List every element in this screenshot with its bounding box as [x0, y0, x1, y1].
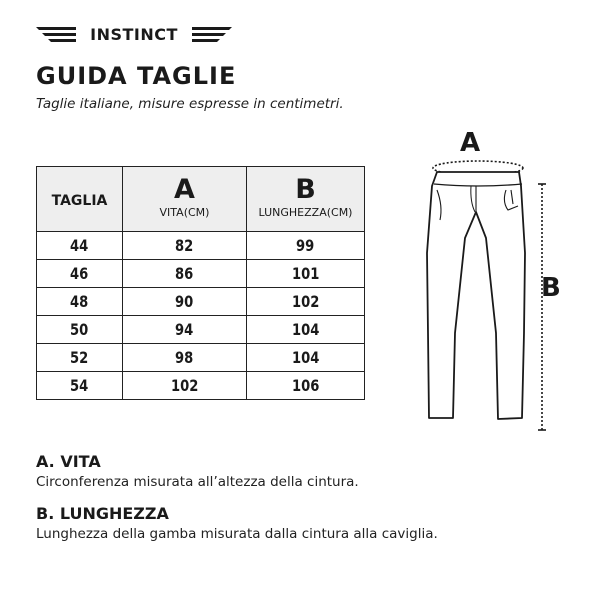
cell-waist: 94 — [123, 316, 247, 344]
header-length — [247, 167, 365, 232]
table-row — [37, 372, 365, 400]
marker-a: A — [460, 128, 481, 158]
left-wing-icon — [36, 27, 76, 43]
legend-waist-title: A. VITA — [36, 452, 101, 471]
brand-logo — [36, 24, 232, 46]
cell-size: 44 — [37, 232, 123, 260]
cell-length: 102 — [247, 288, 365, 316]
cell-size: 46 — [37, 260, 123, 288]
cell-waist: 102 — [123, 372, 247, 400]
table-row — [37, 288, 365, 316]
marker-b: B — [541, 273, 561, 303]
header-waist-label: VITA(CM) — [159, 206, 210, 219]
legend-waist-text: Circonferenza misurata all’altezza della cintura. — [36, 474, 359, 490]
table-row — [37, 232, 365, 260]
brand-name: INSTINCT — [90, 25, 178, 44]
header-size — [37, 167, 123, 232]
cell-length: 104 — [247, 344, 365, 372]
header-size-label: TAGLIA — [51, 192, 108, 209]
cell-length: 101 — [247, 260, 365, 288]
cell-waist: 98 — [123, 344, 247, 372]
right-wing-icon — [192, 27, 232, 43]
cell-waist: 82 — [123, 232, 247, 260]
cell-size: 48 — [37, 288, 123, 316]
header-length-letter: B — [295, 174, 316, 205]
header-waist — [123, 167, 247, 232]
page-subtitle: Taglie italiane, misure espresse in centimetri. — [36, 96, 344, 112]
table-row — [37, 260, 365, 288]
legend-length-text: Lunghezza della gamba misurata dalla cintura alla caviglia. — [36, 526, 438, 542]
page-title: GUIDA TAGLIE — [36, 62, 237, 90]
table-row — [37, 344, 365, 372]
legend-length-title: B. LUNGHEZZA — [36, 504, 169, 523]
header-waist-letter: A — [174, 174, 195, 205]
table-header-row — [37, 167, 365, 232]
cell-waist: 90 — [123, 288, 247, 316]
cell-size: 52 — [37, 344, 123, 372]
table-row — [37, 316, 365, 344]
cell-length: 106 — [247, 372, 365, 400]
cell-length: 99 — [247, 232, 365, 260]
cell-length: 104 — [247, 316, 365, 344]
header-length-label: LUNGHEZZA(CM) — [258, 206, 353, 219]
cell-size: 54 — [37, 372, 123, 400]
size-table — [36, 166, 365, 400]
cell-size: 50 — [37, 316, 123, 344]
cell-waist: 86 — [123, 260, 247, 288]
